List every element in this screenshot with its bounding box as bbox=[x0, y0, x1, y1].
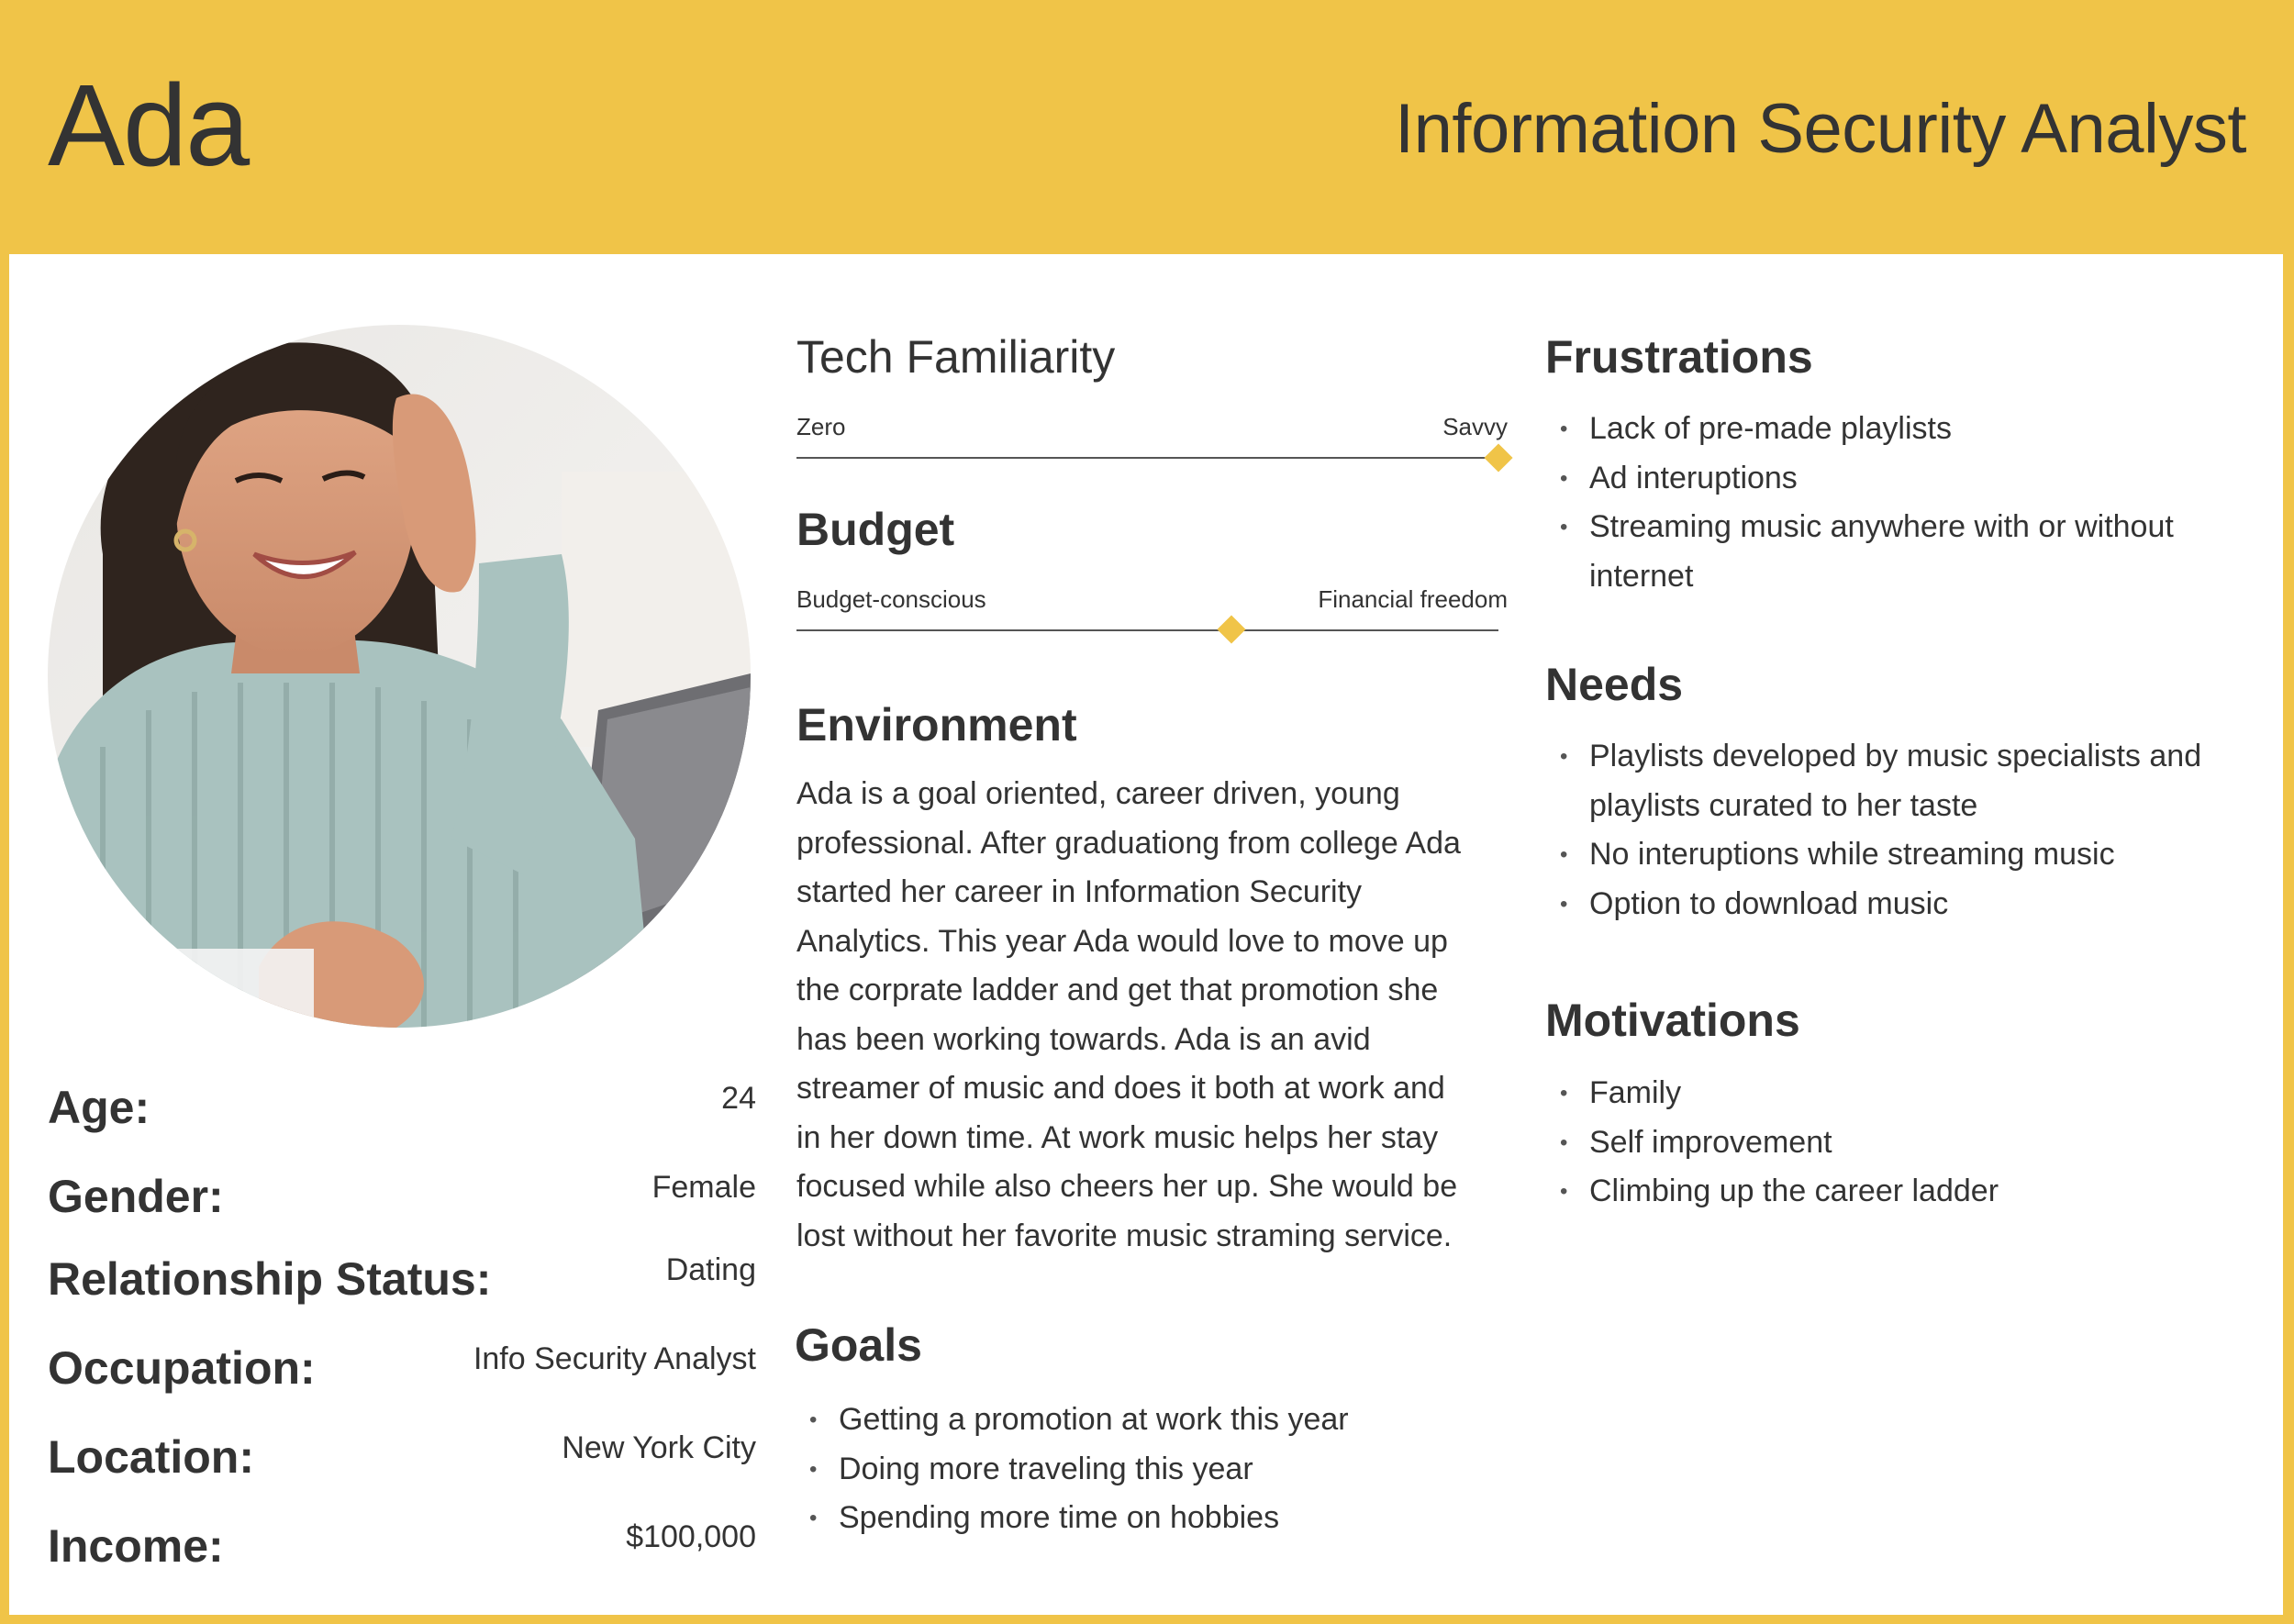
frustration-item: • Ad interuptions bbox=[1545, 454, 2270, 504]
need-item: • Option to download music bbox=[1545, 880, 2270, 929]
tech-max-label: Savvy bbox=[1442, 413, 1508, 440]
goal-item: • Getting a promotion at work this year bbox=[795, 1396, 1510, 1445]
persona-role: Information Security Analyst bbox=[1395, 90, 2246, 168]
environment-line: lost without her favorite music straming service. bbox=[796, 1218, 1453, 1253]
fact-value: Info Security Analyst bbox=[473, 1341, 756, 1376]
budget-max-label: Financial freedom bbox=[1318, 585, 1508, 613]
fact-label: Income: bbox=[48, 1520, 224, 1572]
persona-name: Ada bbox=[48, 61, 249, 190]
tech-familiarity-title: Tech Familiarity bbox=[796, 331, 1116, 383]
fact-value: New York City bbox=[562, 1430, 756, 1465]
fact-value: $100,000 bbox=[626, 1519, 756, 1554]
goal-item: • Spending more time on hobbies bbox=[795, 1494, 1510, 1543]
frustrations-list bbox=[1545, 405, 2270, 601]
fact-value: Dating bbox=[665, 1252, 756, 1287]
fact-label: Relationship Status: bbox=[48, 1253, 492, 1305]
frustrations-title: Frustrations bbox=[1545, 331, 1813, 383]
fact-label: Occupation: bbox=[48, 1342, 316, 1394]
budget-level-marker bbox=[1218, 615, 1246, 643]
environment-line: in her down time. At work music helps her stay bbox=[796, 1119, 1439, 1155]
budget-scale-track bbox=[796, 629, 1498, 631]
fact-label: Gender: bbox=[48, 1171, 224, 1222]
needs-title: Needs bbox=[1545, 659, 1684, 710]
fact-gender bbox=[48, 1164, 756, 1238]
tech-min-label: Zero bbox=[796, 413, 846, 440]
goals-title: Goals bbox=[795, 1319, 922, 1371]
motivations-list bbox=[1545, 1069, 2270, 1217]
fact-location bbox=[48, 1425, 756, 1498]
fact-label: Location: bbox=[48, 1431, 254, 1483]
need-item: • No interuptions while streaming music bbox=[1545, 830, 2270, 880]
persona-photo bbox=[48, 325, 751, 1028]
tech-level-marker bbox=[1484, 443, 1512, 472]
motivation-item: • Climbing up the career ladder bbox=[1545, 1167, 2270, 1217]
motivations-title: Motivations bbox=[1545, 995, 1800, 1046]
budget-min-label: Budget-conscious bbox=[796, 585, 986, 613]
frustration-item: • Lack of pre-made playlists bbox=[1545, 405, 2270, 454]
environment-line: started her career in Information Security bbox=[796, 874, 1363, 909]
environment-line: has been working towards. Ada is an avid bbox=[796, 1021, 1371, 1057]
environment-line: Analytics. This year Ada would love to move up bbox=[796, 923, 1448, 959]
need-item: • Playlists developed by music specialists and playlists curated to her taste bbox=[1545, 732, 2270, 830]
budget-title: Budget bbox=[796, 504, 955, 555]
environment-line: the corprate ladder and get that promotion she bbox=[796, 973, 1439, 1007]
fact-age bbox=[48, 1075, 756, 1149]
environment-text bbox=[796, 770, 1508, 1261]
fact-occupation bbox=[48, 1336, 756, 1409]
persona-card bbox=[9, 254, 2283, 1615]
fact-income bbox=[48, 1514, 756, 1587]
goal-item: • Doing more traveling this year bbox=[795, 1445, 1510, 1495]
needs-list bbox=[1545, 732, 2270, 929]
environment-line: focused while also cheers her up. She would be bbox=[796, 1169, 1458, 1204]
environment-line: Ada is a goal oriented, career driven, young bbox=[796, 776, 1400, 811]
tech-scale-track bbox=[796, 457, 1498, 459]
fact-value: Female bbox=[651, 1170, 756, 1205]
fact-label: Age: bbox=[48, 1082, 150, 1133]
fact-value: 24 bbox=[721, 1081, 756, 1116]
motivation-item: • Family bbox=[1545, 1069, 2270, 1118]
header-banner bbox=[0, 0, 2294, 253]
environment-line: professional. After graduationg from college Ada bbox=[796, 825, 1461, 861]
environment-title: Environment bbox=[796, 699, 1077, 751]
goals-list bbox=[795, 1396, 1510, 1543]
motivation-item: • Self improvement bbox=[1545, 1118, 2270, 1168]
fact-relationship-status bbox=[48, 1247, 756, 1320]
frustration-item: • Streaming music anywhere with or without internet bbox=[1545, 503, 2270, 601]
environment-line: streamer of music and does it both at work and bbox=[796, 1071, 1445, 1106]
